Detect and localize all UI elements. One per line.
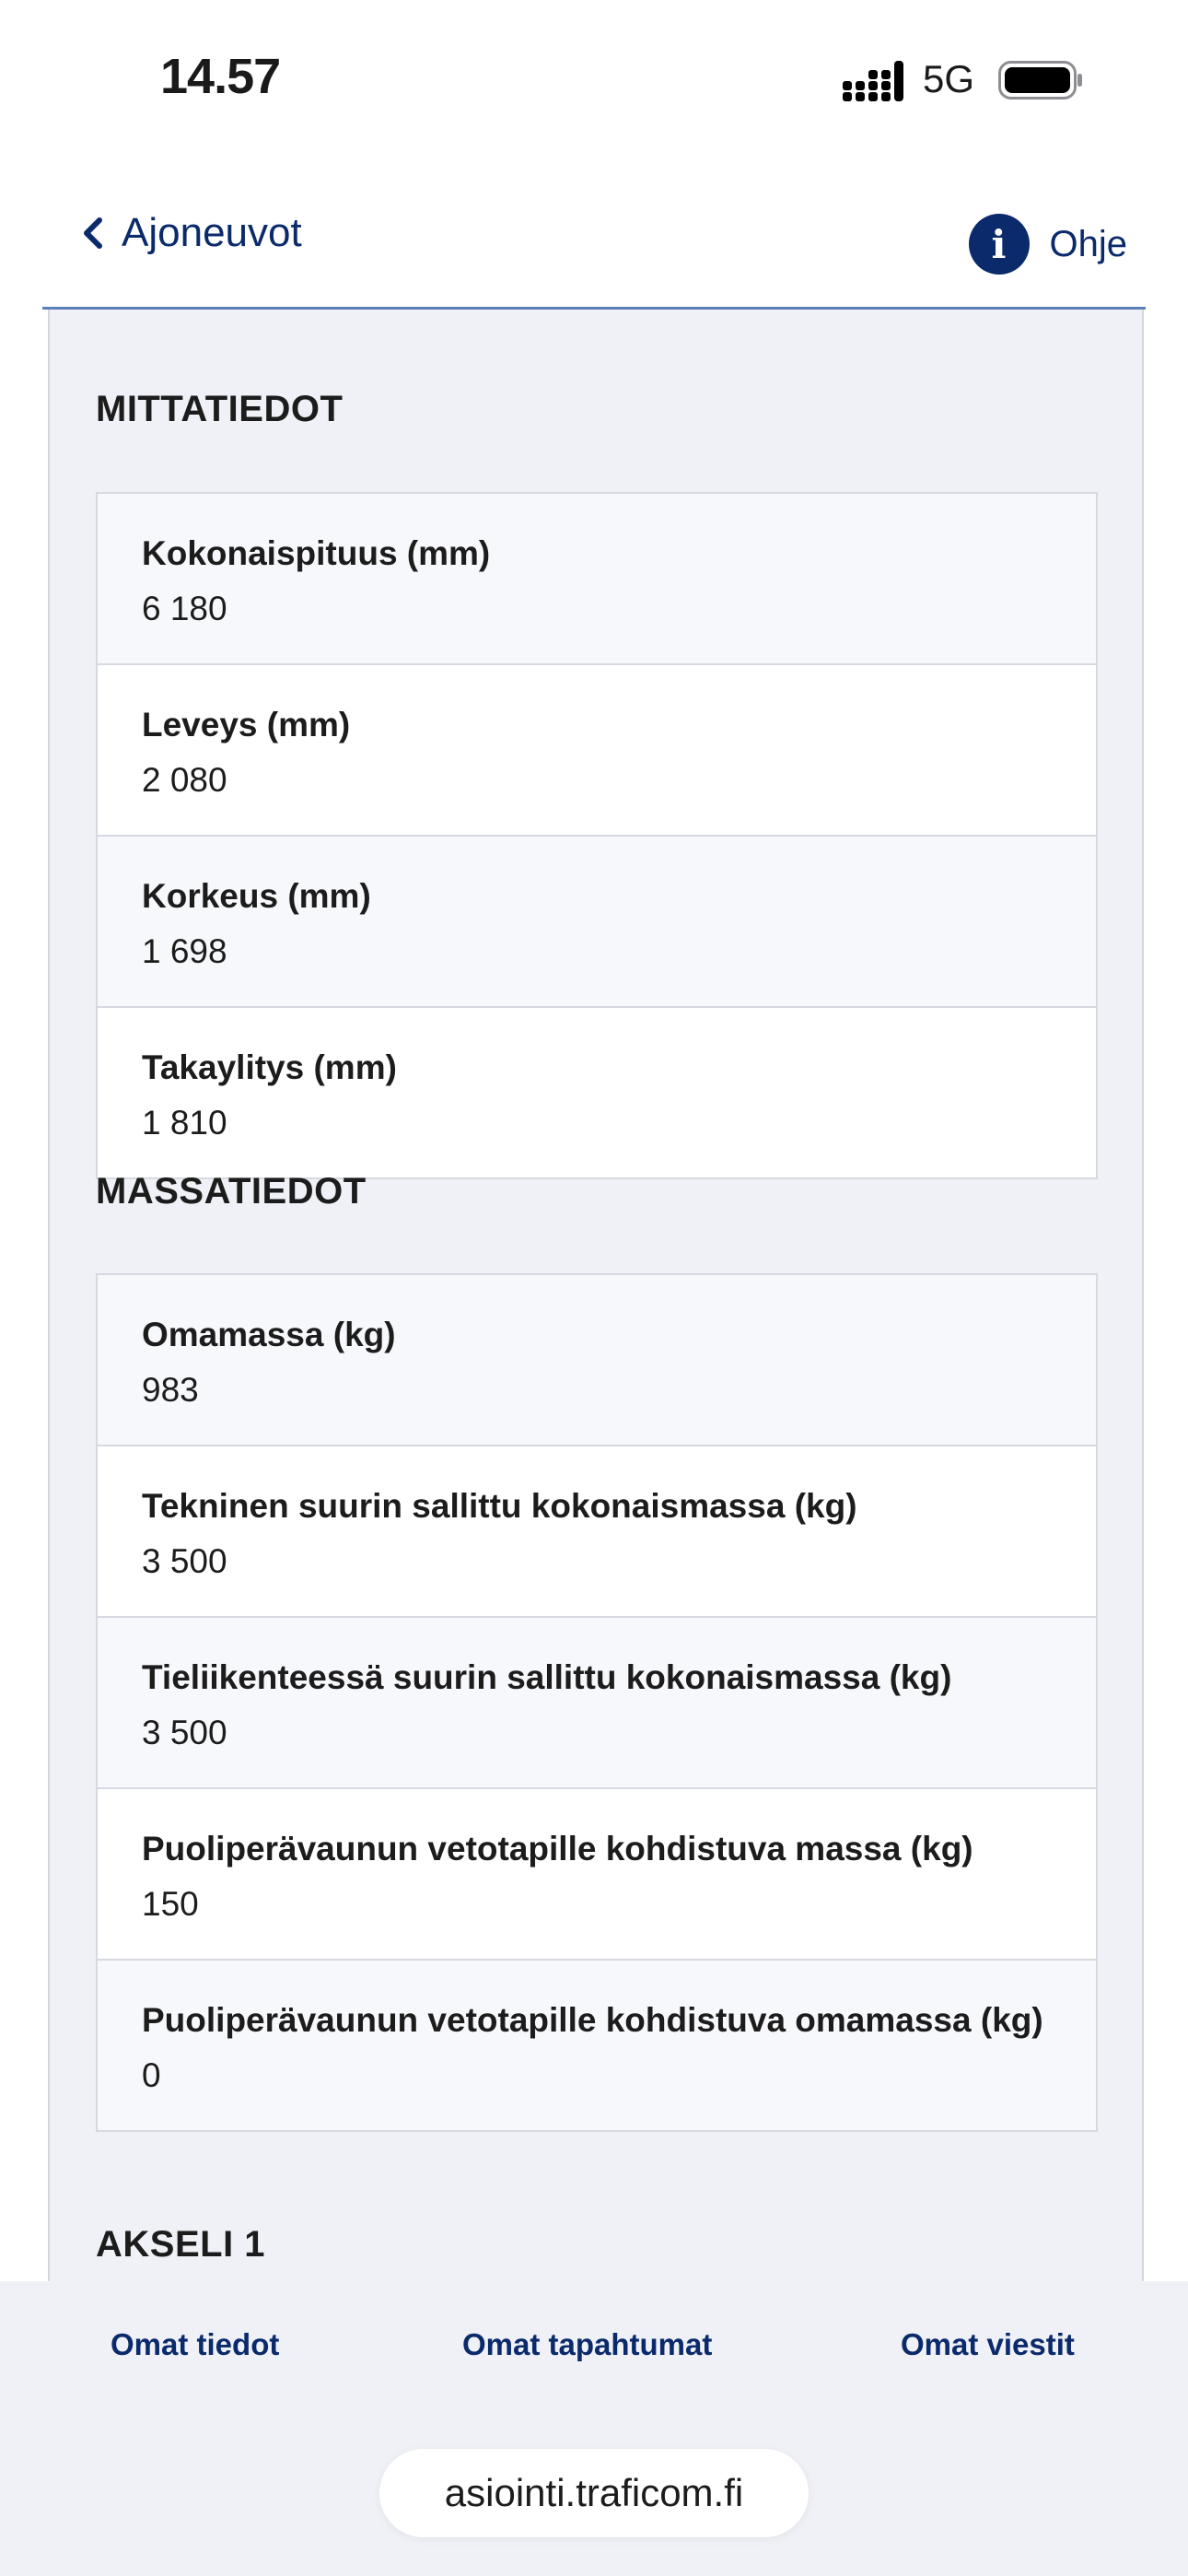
section-title-mittatiedot: MITTATIEDOT <box>96 389 344 429</box>
back-button[interactable] <box>81 210 302 256</box>
row-label: Korkeus (mm) <box>142 877 371 915</box>
nav-omat-tiedot[interactable]: Omat tiedot <box>111 2327 280 2361</box>
row-label: Tieliikenteessä suurin sallittu kokonaismassa (kg) <box>142 1658 952 1696</box>
battery-icon <box>998 61 1083 100</box>
row-value: 2 080 <box>142 761 227 799</box>
section-title-massatiedot: MASSATIEDOT <box>96 1171 367 1212</box>
app-header <box>0 157 1188 309</box>
list-item <box>98 835 1096 1006</box>
list-item <box>98 1445 1096 1616</box>
list-item <box>98 663 1096 835</box>
section-title-akseli: AKSELI 1 <box>96 2224 266 2265</box>
list-item <box>98 1616 1096 1787</box>
chevron-left-icon <box>81 215 105 252</box>
row-value: 1 810 <box>142 1104 227 1142</box>
row-value: 1 698 <box>142 932 227 970</box>
list-item <box>98 494 1096 663</box>
row-label: Puoliperävaunun vetotapille kohdistuva omamassa (kg) <box>142 2001 1043 2039</box>
row-label: Kokonaispituus (mm) <box>142 534 491 572</box>
network-type: 5G <box>923 57 975 100</box>
info-icon: i <box>969 214 1030 275</box>
row-value: 0 <box>142 2056 161 2094</box>
status-time: 14.57 <box>160 49 281 104</box>
cellular-signal-icon <box>843 61 905 101</box>
status-bar <box>0 0 1188 157</box>
row-value: 3 500 <box>142 1714 227 1751</box>
vehicle-details-panel <box>48 310 1144 2281</box>
nav-omat-tapahtumat[interactable]: Omat tapahtumat <box>462 2327 713 2361</box>
help-label: Ohje <box>1049 223 1127 264</box>
list-item <box>98 1787 1096 1959</box>
bottom-nav <box>0 2281 1188 2576</box>
mittatiedot-list <box>96 492 1098 1179</box>
list-item <box>98 1275 1096 1445</box>
browser-address-bar[interactable] <box>379 2449 809 2537</box>
list-item <box>98 1959 1096 2130</box>
row-label: Puoliperävaunun vetotapille kohdistuva massa (kg) <box>142 1830 973 1868</box>
row-value: 3 500 <box>142 1542 227 1580</box>
row-value: 6 180 <box>142 590 227 627</box>
url-text: asiointi.traficom.fi <box>444 2471 744 2514</box>
nav-omat-viestit[interactable]: Omat viestit <box>901 2327 1075 2361</box>
row-value: 983 <box>142 1371 199 1409</box>
row-label: Omamassa (kg) <box>142 1316 396 1353</box>
row-label: Takaylitys (mm) <box>142 1048 397 1086</box>
massatiedot-list <box>96 1273 1098 2132</box>
row-value: 150 <box>142 1885 199 1923</box>
row-label: Leveys (mm) <box>142 706 351 744</box>
back-label: Ajoneuvot <box>122 210 302 255</box>
row-label: Tekninen suurin sallittu kokonaismassa (kg) <box>142 1487 857 1525</box>
help-button[interactable] <box>969 214 1128 275</box>
list-item <box>98 1006 1096 1177</box>
